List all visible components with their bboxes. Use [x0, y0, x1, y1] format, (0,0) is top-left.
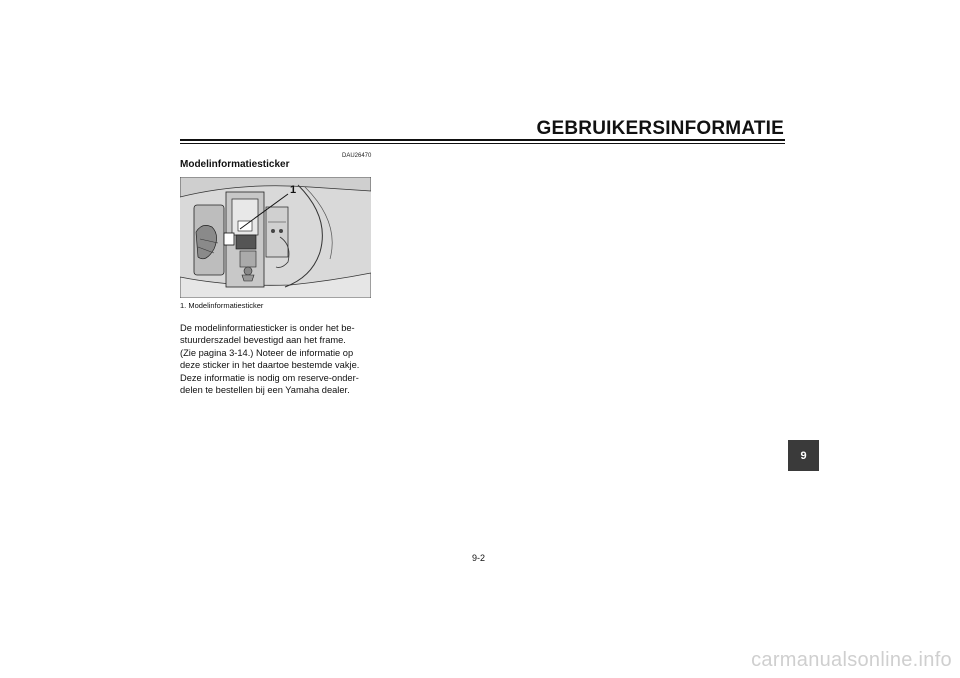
body-line: De modelinformatiesticker is onder het be-: [180, 323, 355, 333]
header-rule-thin: [180, 143, 785, 144]
body-line: stuurderszadel bevestigd aan het frame.: [180, 335, 346, 346]
model-sticker-illustration: [180, 177, 371, 298]
doc-code: DAU26470: [342, 153, 372, 159]
figure-caption: 1. Modelinformatiesticker: [180, 301, 264, 310]
page-title: GEBRUIKERSINFORMATIE: [536, 118, 784, 139]
body-line: (Zie pagina 3-14.) Noteer de informatie op: [180, 347, 354, 358]
chapter-tab: 9: [788, 440, 819, 471]
illustration-drawing: [180, 177, 371, 298]
watermark: carmanualsonline.info: [751, 649, 952, 671]
header-rule-thick: [180, 139, 785, 141]
body-line: delen te bestellen bij een Yamaha dealer.: [180, 385, 350, 396]
body-line: Deze informatie is nodig om reserve-onder-: [180, 372, 359, 383]
callout-number: 1: [290, 184, 297, 196]
body-paragraph: [180, 322, 371, 396]
body-line: deze sticker in het daartoe bestemde vakje.: [180, 360, 360, 371]
page-number: 9-2: [472, 553, 486, 563]
section-heading: Modelinformatiesticker: [180, 159, 290, 170]
